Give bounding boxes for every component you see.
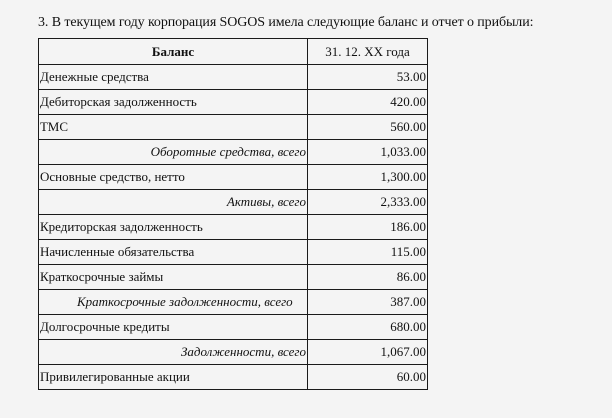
row-label: Оборотные средства, всего <box>39 140 308 165</box>
row-value: 1,067.00 <box>308 340 428 365</box>
table-row <box>39 115 428 140</box>
row-value: 420.00 <box>308 90 428 115</box>
row-value: 53.00 <box>308 65 428 90</box>
row-value: 387.00 <box>308 290 428 315</box>
row-label: Дебиторская задолженность <box>39 90 308 115</box>
column-header-balance: Баланс <box>39 39 308 65</box>
row-value: 86.00 <box>308 265 428 290</box>
row-value: 1,033.00 <box>308 140 428 165</box>
table-row <box>39 265 428 290</box>
row-value: 60.00 <box>308 365 428 390</box>
row-label: Кредиторская задолженность <box>39 215 308 240</box>
table-row <box>39 65 428 90</box>
row-value: 2,333.00 <box>308 190 428 215</box>
row-value: 186.00 <box>308 215 428 240</box>
table-row <box>39 290 428 315</box>
table-row <box>39 365 428 390</box>
row-label: Денежные средства <box>39 65 308 90</box>
table-row <box>39 215 428 240</box>
row-value: 560.00 <box>308 115 428 140</box>
column-header-date: 31. 12. XX года <box>308 39 428 65</box>
row-label: Активы, всего <box>39 190 308 215</box>
table-row <box>39 340 428 365</box>
row-label: Основные средство, нетто <box>39 165 308 190</box>
table-row <box>39 240 428 265</box>
table-header-row <box>39 39 428 65</box>
row-label: Привилегированные акции <box>39 365 308 390</box>
row-label: Начисленные обязательства <box>39 240 308 265</box>
table-row <box>39 140 428 165</box>
row-value: 680.00 <box>308 315 428 340</box>
table-row <box>39 315 428 340</box>
row-value: 115.00 <box>308 240 428 265</box>
table-row <box>39 165 428 190</box>
row-label: Долгосрочные кредиты <box>39 315 308 340</box>
row-value: 1,300.00 <box>308 165 428 190</box>
table-row <box>39 190 428 215</box>
balance-table <box>38 38 428 390</box>
row-label: Краткосрочные займы <box>39 265 308 290</box>
row-label: ТМС <box>39 115 308 140</box>
table-row <box>39 90 428 115</box>
table-body <box>39 65 428 390</box>
task-heading: 3. В текущем году корпорация SOGOS имела следующие баланс и отчет о прибыли: <box>38 15 534 30</box>
row-label: Задолженности, всего <box>39 340 308 365</box>
row-label: Краткосрочные задолженности, всего <box>39 290 308 315</box>
